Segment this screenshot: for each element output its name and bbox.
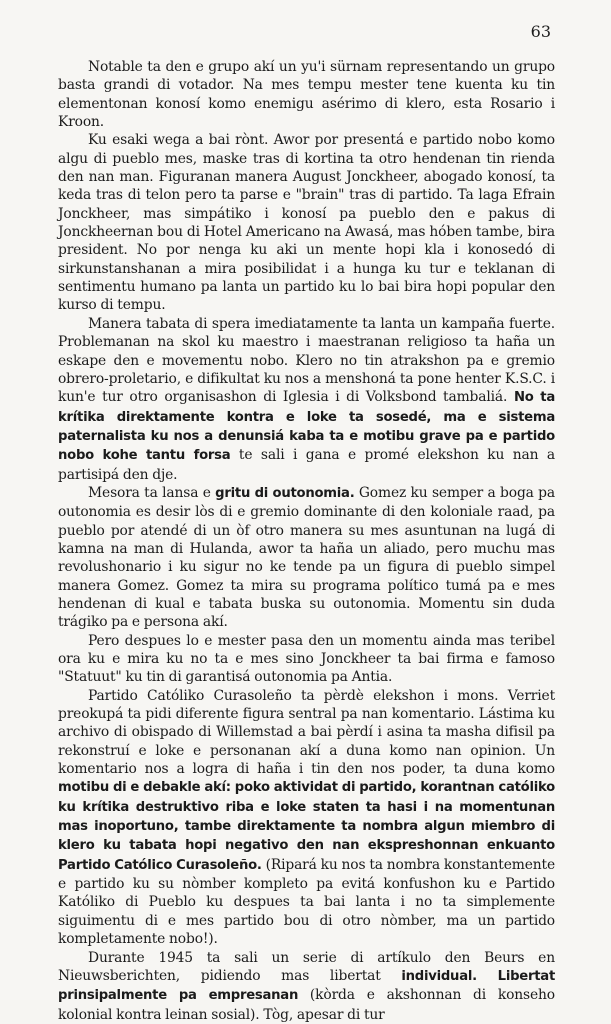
text-run: te sali i gana e promé elekshon ku nan a partisipá den dje. [58, 447, 555, 483]
text-run: Notable ta den e grupo akí un yu'i sürnam representando un grupo basta grandi di votador. Na mes tempu mester tene kuenta ku tin elementonan konosí komo enemigu asérimo di klero, esta Rosario i Kroon. [58, 59, 555, 131]
bold-text: motibu di e debakle akí: poko aktividat di partido, korantnan católiko ku krítika destruktivo riba e loke staten ta hasi i na momentunan mas inoportuno, tambe direktamente ta nombra algun miembro di klero ku tabata hopi negativo den nan ekspreshonnan enkuanto Partido Católico Curasoleño. [58, 780, 555, 873]
text-run: Gomez ku semper a boga pa outonomia es desir lòs di e gremio dominante di den koloniale raad, pa pueblo por atendé di un òf otro manera su mes asuntunan na lugá di kamna na man di Hulanda, awor ta haña un aliado, pero muchu mas revolushonario i ku sigur no ke tende pa un figura di pueblo simpel manera Gomez. Gomez ta mira su programa político tumá pa e mes hendenan di kual e tabata buska su outonomia. Momentu sin duda trágiko pa e persona akí. [58, 484, 555, 631]
bold-text: individual. Libertat prinsipalmente pa empresanan [58, 968, 555, 1004]
text-run: (Ripará ku nos ta nombra konstantemente e partido ku su nòmber kompleto pa evitá konfushon ku e Partido Katóliko di Pueblo ku despues ta bai lanta i no ta simplemente siguimentu di e mes partido bou di otro nòmber, ma un partido kompletamente nobo!). [58, 856, 555, 948]
paragraph [58, 131, 555, 314]
body-text [58, 58, 555, 1024]
paragraph [58, 949, 555, 1024]
bold-text: No ta krítika direktamente kontra e loke ta sosedé, ma e sistema paternalista ku nos a denunsiá kaba ta e motibu grave pa e partido nobo kohe tantu forsa [58, 390, 555, 464]
text-run: Pero despues lo e mester pasa den un momentu ainda mas teribel ora ku e mira ku no ta e mes sino Jonckheer ta bai firma e famoso "Statuut" ku tin di garantisá outonomia pa Antia. [58, 632, 555, 686]
paragraph [58, 484, 555, 632]
text-run: (kòrda e akshonnan di konseho kolonial kontra leinan sosial). Tòg, apesar di tur [58, 987, 555, 1023]
paragraph [58, 687, 555, 949]
text-run: Manera tabata di spera imediatamente ta lanta un kampaña fuerte. Problemanan na skol ku maestro i maestranan religioso ta haña un eskape den e movementu nobo. Klero no tin atrakshon pa e gremio obrero-proletario, e difikultat ku nos a menshoná ta pone henter K.S.C. i kun'e tur otro organisashon di Iglesia i di Volksbond tambaliá. [58, 315, 555, 406]
text-run: Ku esaki wega a bai rònt. Awor por presentá e partido nobo komo algu di pueblo mes, maske tras di kortina ta otro hendenan tin rienda den nan man. Figuranan manera August Jonckheer, abogado konosí, ta keda tras di telon pero ta parse e "brain" tras di partido. Ta laga Efrain Jonckheer, mas simpátiko i konosí pa pueblo den e pakus di Jonckheernan bou di Hotel Americano na Awasá, mas hóben tambe, bira president. No por nenga ku aki un mente hopi kla i konosedó di sirkunstanshanan a mira posibilidat i a hunga ku tur e teklanan di sentimentu humano pa lanta un partido ku lo bai bira hopi popular den kurso di tempu. [58, 132, 555, 314]
bold-text: gritu di outonomia. [215, 485, 355, 501]
paragraph [58, 58, 555, 131]
text-run: Mesora ta lansa e [88, 484, 216, 501]
text-run: Partido Católiko Curasoleño ta pèrdè elekshon i mons. Verriet preokupá ta pidi diferente figura sentral pa nan komentario. Lástima ku archivo di obispado di Willemstad a bai pèrdí i asina ta masha difisil pa rekonstruí e loke e personanan akí a duna komo nan opinion. Un komentario nos a logra di haña i tin den nos poder, ta duna komo [58, 687, 555, 778]
paragraph [58, 315, 555, 484]
paragraph [58, 632, 555, 687]
page-number: 63 [530, 22, 551, 41]
text-run: Durante 1945 ta sali un serie di artíkulo den Beurs en Nieuwsberichten, pidiendo mas libertat [58, 949, 555, 984]
